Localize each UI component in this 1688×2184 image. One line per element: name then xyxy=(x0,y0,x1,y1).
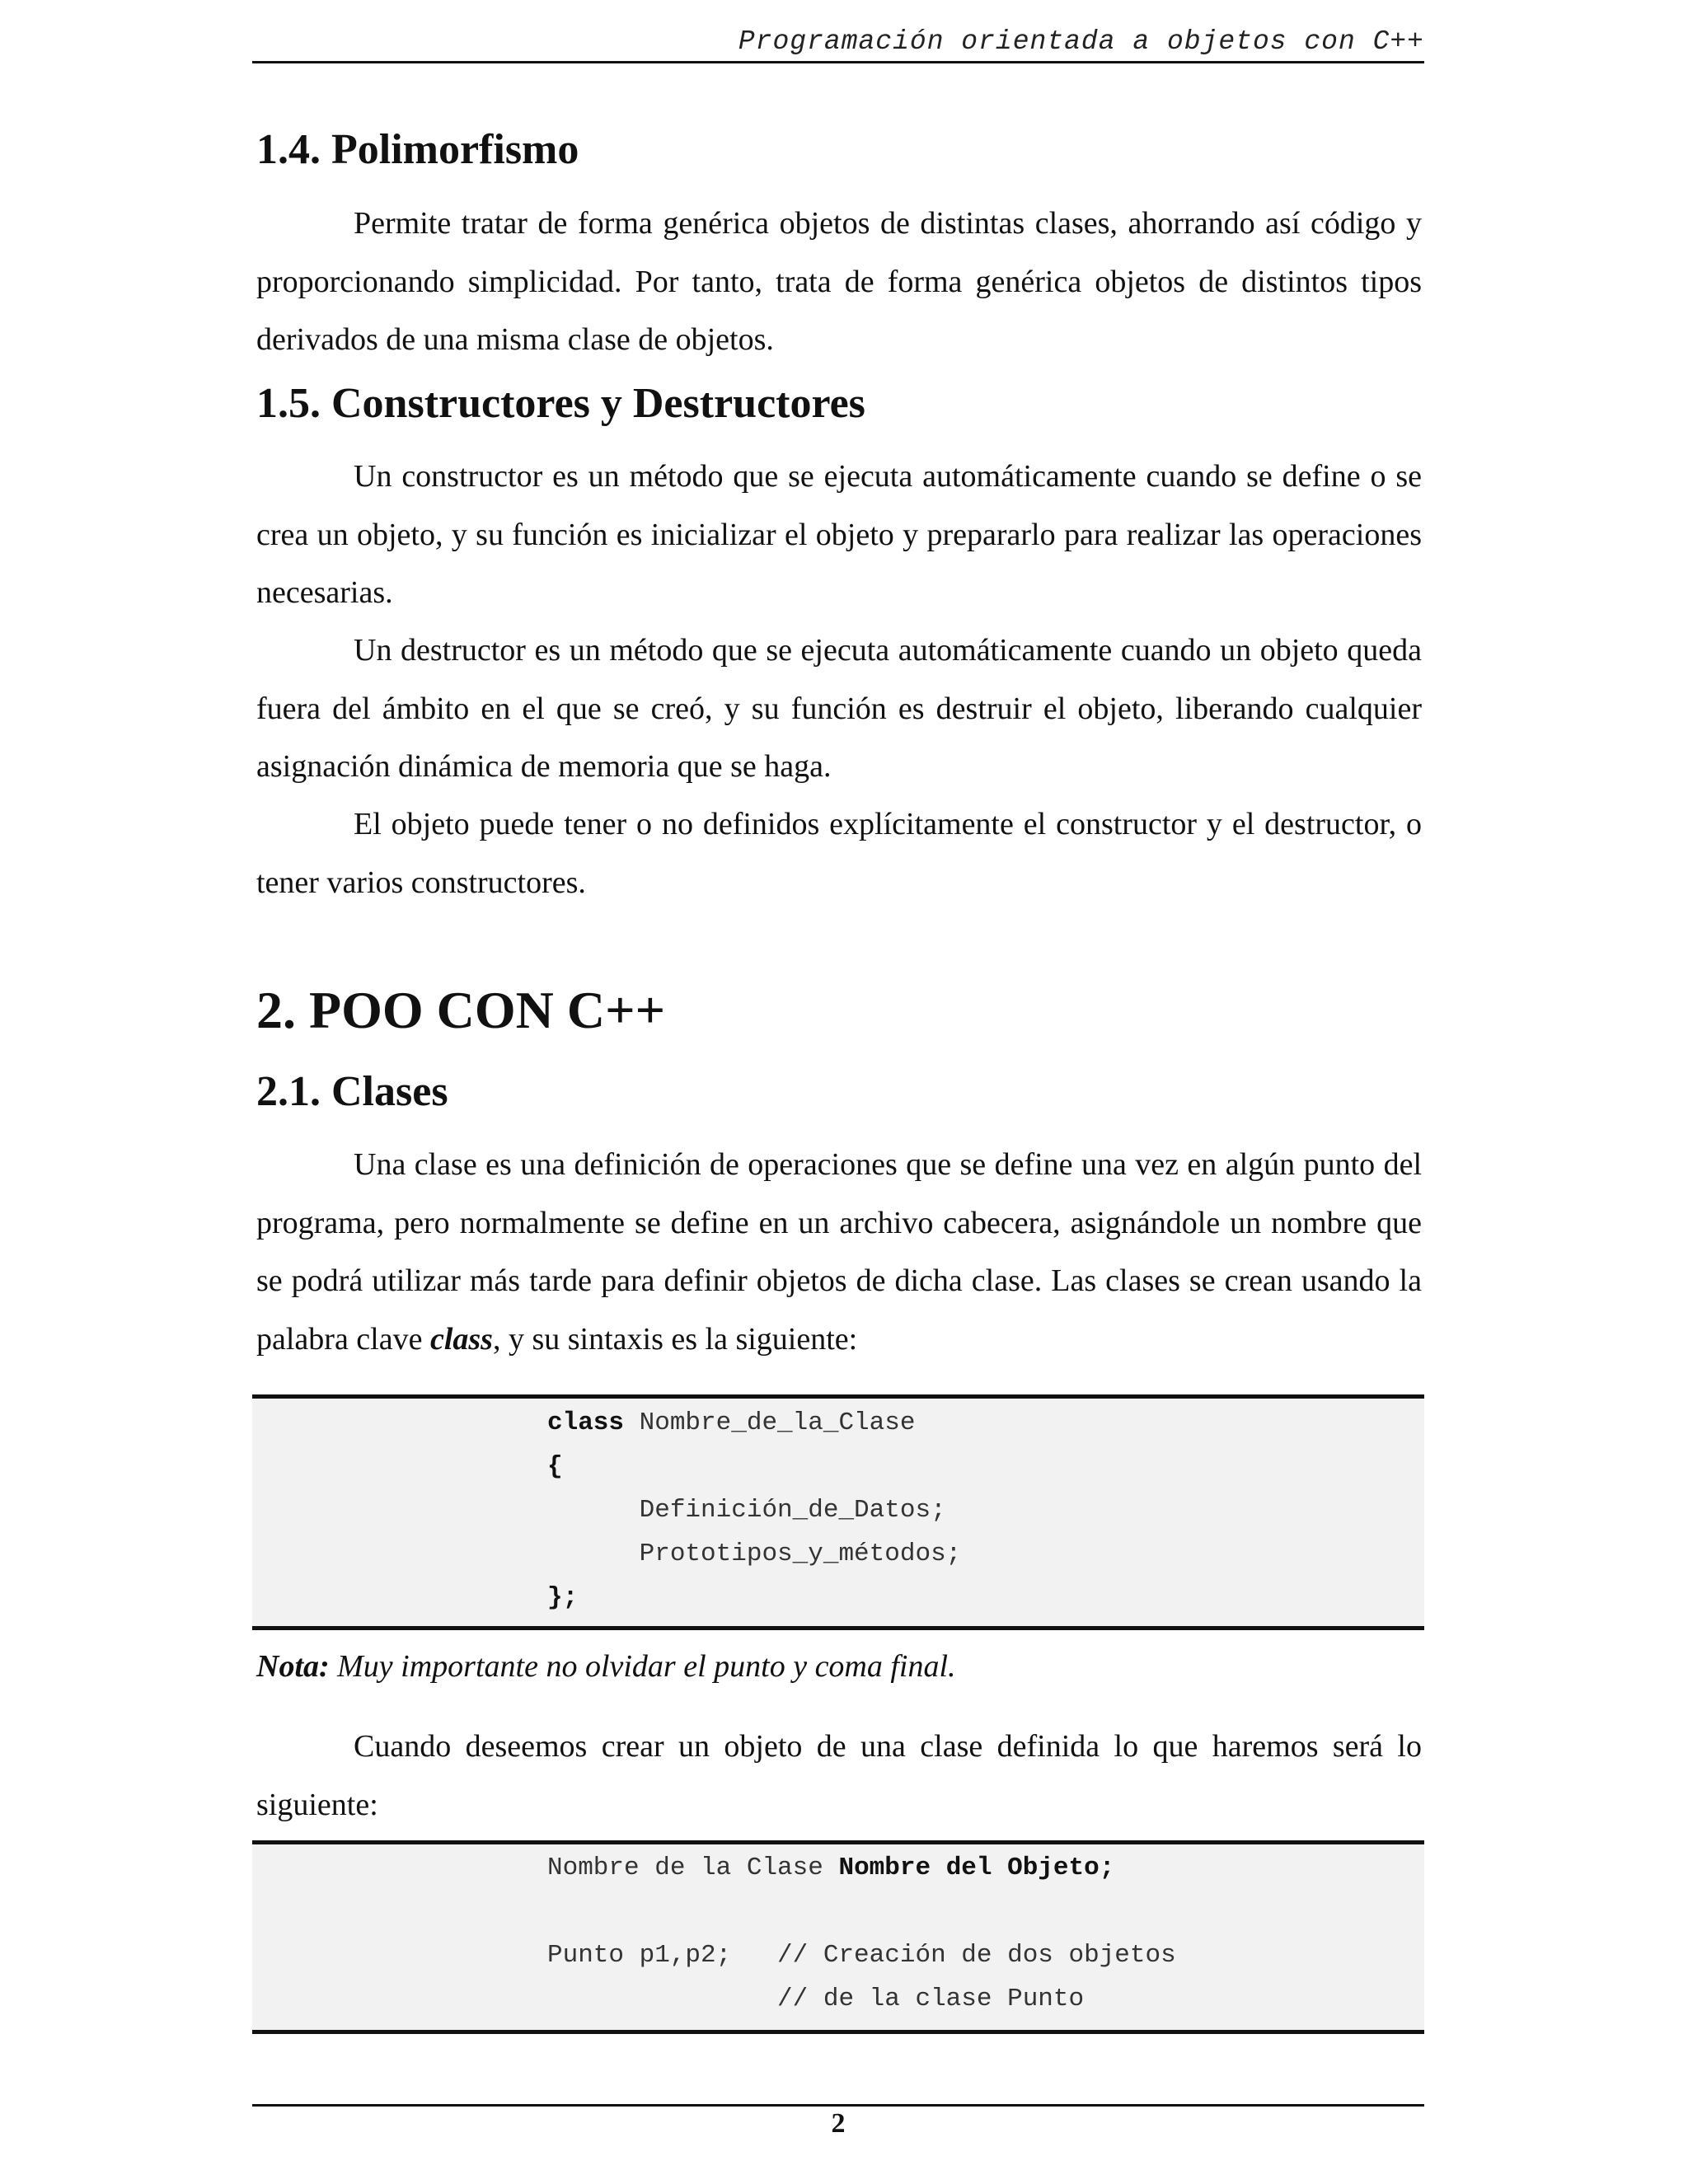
code-block-object-creation xyxy=(252,1840,1424,2034)
code-line: Prototipos_y_métodos; xyxy=(547,1540,962,1568)
class-keyword: class xyxy=(429,1321,493,1357)
code-block-class-syntax xyxy=(252,1394,1424,1630)
running-header: Programación orientada a objetos con C++ xyxy=(252,23,1424,63)
paragraph-clases xyxy=(256,1136,1422,1368)
note xyxy=(256,1645,1422,1688)
code-line: }; xyxy=(547,1583,579,1612)
page-number: 2 xyxy=(252,2104,1424,2141)
paragraph-crear-objeto: Cuando deseemos crear un objeto de una clase definida lo que haremos será lo siguiente: xyxy=(256,1729,1422,1822)
paragraph-constructor: Un constructor es un método que se ejecuta automáticamente cuando se define o se crea un objeto, y su función es inicializar el objeto y prepararlo para realizar las operaciones necesarias. xyxy=(256,459,1422,610)
section-title-constructores: 1.5. Constructores y Destructores xyxy=(256,380,865,427)
code-line: { xyxy=(547,1452,563,1481)
section-title-polimorfismo: 1.4. Polimorfismo xyxy=(256,126,579,173)
code-line: Definición_de_Datos; xyxy=(547,1496,946,1525)
code-class-syntax xyxy=(547,1401,961,1619)
section-title-clases: 2.1. Clases xyxy=(256,1068,448,1115)
paragraph-constructores-opcionales: El objeto puede tener o no definidos explícitamente el constructor y el destructor, o tener varios constructores. xyxy=(256,807,1422,900)
code-object-creation xyxy=(547,1846,1176,2021)
chapter-title-poo: 2. POO CON C++ xyxy=(256,981,666,1039)
code-line: Punto p1,p2; // Creación de dos objetos xyxy=(547,1941,1176,1970)
note-label: Nota: xyxy=(256,1649,330,1684)
clases-text-end: , y su sintaxis es la siguiente: xyxy=(492,1321,858,1357)
code-line: class Nombre_de_la_Clase xyxy=(547,1408,916,1437)
clases-text-start: Una clase es una definición de operaciones que se define una vez en algún punto del programa, pero normalmente se define en un archivo cabecera, asignándole un nombre que se podrá utilizar más tarde para definir objetos de dicha clase. Las clases se crean usando la palabra clave xyxy=(256,1147,1422,1357)
note-text: Muy importante no olvidar el punto y coma final. xyxy=(329,1649,956,1684)
paragraph-destructor: Un destructor es un método que se ejecuta automáticamente cuando un objeto queda fuera del ámbito en el que se creó, y su función es destruir el objeto, liberando cualquier asignación dinámica de memoria que se haga. xyxy=(256,633,1422,784)
paragraph-polimorfismo: Permite tratar de forma genérica objetos de distintas clases, ahorrando así código y proporcionando simplicidad. Por tanto, trata de forma genérica objetos de distintos tipos derivados de una misma clase de objetos. xyxy=(256,206,1422,357)
code-line: Nombre de la Clase Nombre del Objeto; xyxy=(547,1854,1115,1882)
code-line: // de la clase Punto xyxy=(547,1985,1085,2013)
